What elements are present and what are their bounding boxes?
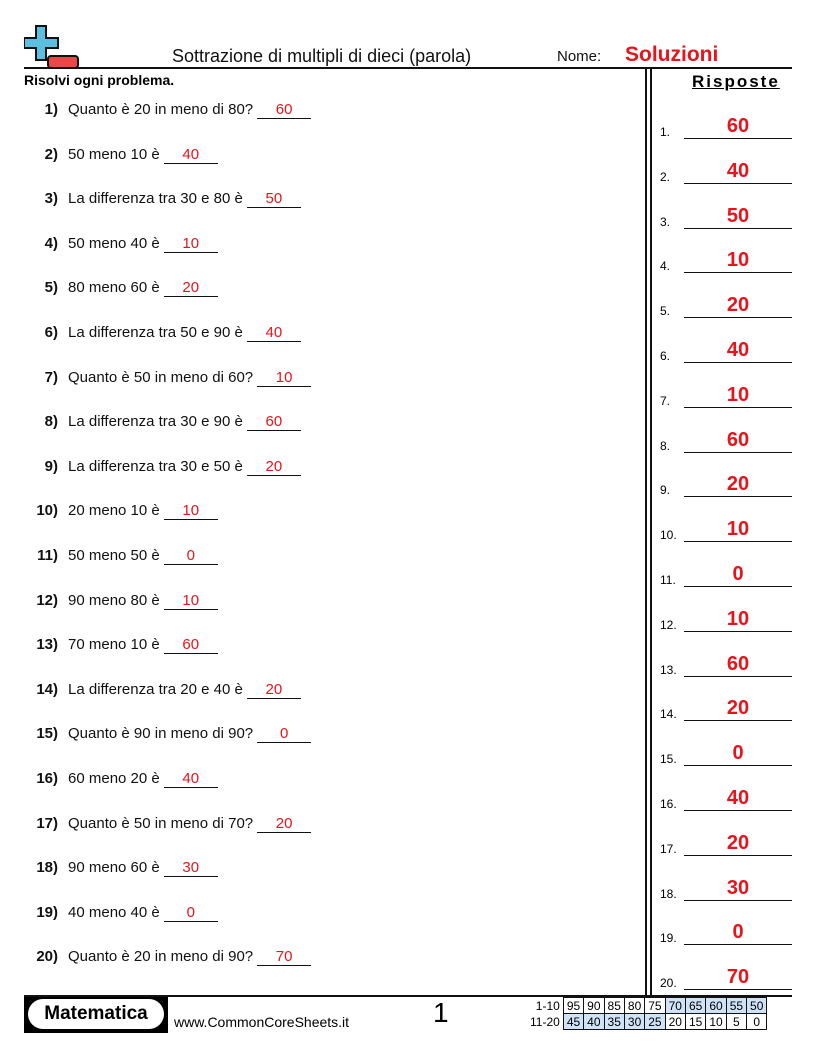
question-text: La differenza tra 50 e 90 è: [68, 324, 243, 341]
answer-blank[interactable]: 40: [164, 146, 218, 164]
question-item: [24, 146, 218, 164]
name-label: Nome:: [557, 48, 602, 65]
answer-key-item: [660, 739, 792, 766]
question-text: Quanto è 50 in meno di 70?: [68, 814, 254, 832]
question-number: 1): [44, 101, 58, 118]
score-cell: 0: [747, 1014, 767, 1030]
score-cell: 95: [563, 998, 583, 1014]
question-text: 60 meno 20 è: [68, 770, 160, 787]
question-item: [24, 324, 301, 342]
question-text: La differenza tra 30 e 50 è: [68, 457, 243, 475]
question-item: [24, 502, 218, 520]
answer-value: 30: [684, 877, 792, 901]
answer-blank[interactable]: 30: [164, 859, 218, 877]
answer-number: 17.: [660, 841, 677, 856]
answer-blank[interactable]: 20: [257, 815, 311, 833]
question-text: 90 meno 60 è: [68, 859, 160, 877]
answer-key-item: [660, 918, 792, 945]
answer-blank[interactable]: 40: [164, 770, 218, 788]
answer-key-item: [660, 381, 792, 408]
question-text: Quanto è 90 in meno di 90?: [68, 725, 254, 743]
score-cell: 75: [645, 998, 665, 1014]
question-text: La differenza tra 20 e 40 è: [68, 680, 243, 698]
answer-blank[interactable]: 60: [257, 101, 311, 119]
answer-value: 40: [684, 160, 792, 184]
answer-value: 10: [684, 249, 792, 273]
question-item: [24, 279, 218, 297]
answer-number: 10.: [660, 528, 677, 543]
question-item: [24, 101, 311, 119]
question-number: 7): [44, 368, 58, 386]
question-number: 20): [36, 948, 58, 966]
answer-key-item: [660, 202, 792, 229]
question-item: [24, 369, 311, 387]
question-text: Quanto è 20 in meno di 80?: [68, 101, 254, 118]
name-value: Soluzioni: [625, 43, 719, 66]
column-divider: [645, 69, 647, 996]
answer-number: 3.: [660, 214, 671, 229]
plus-minus-logo-icon: [24, 24, 80, 70]
question-text: 50 meno 50 è: [68, 547, 160, 564]
score-cell: 65: [685, 998, 705, 1014]
question-number: 11): [37, 547, 58, 564]
answer-number: 9.: [660, 483, 671, 498]
question-number: 4): [44, 234, 58, 252]
answer-blank[interactable]: 70: [257, 948, 311, 966]
question-item: [24, 190, 301, 208]
answer-key-item: [660, 605, 792, 632]
answer-value: 10: [684, 608, 792, 632]
answer-key-item: [660, 515, 792, 542]
answer-blank[interactable]: 60: [247, 413, 301, 431]
answer-number: 16.: [660, 797, 677, 811]
question-text: 80 meno 60 è: [68, 279, 160, 297]
score-row-label: 11-20: [530, 1014, 560, 1029]
answer-number: 19.: [660, 931, 677, 946]
question-item: [24, 636, 218, 654]
answer-value: 60: [684, 115, 792, 139]
answer-value: 50: [684, 205, 792, 229]
question-text: Quanto è 50 in meno di 60?: [68, 368, 254, 386]
question-text: 70 meno 10 è: [68, 636, 160, 654]
answer-blank[interactable]: 10: [257, 369, 311, 387]
score-cell: 85: [604, 998, 624, 1014]
question-number: 9): [44, 457, 58, 475]
question-number: 14): [36, 680, 58, 698]
score-cell: 10: [706, 1014, 726, 1030]
answer-blank[interactable]: 10: [164, 592, 218, 610]
answer-number: 20.: [660, 976, 677, 991]
answer-value: 40: [684, 787, 792, 811]
answer-key-item: [660, 336, 792, 363]
answer-key-item: [660, 829, 792, 856]
score-cell: 45: [563, 1014, 583, 1030]
answer-number: 15.: [660, 752, 677, 767]
question-number: 2): [44, 145, 58, 163]
score-cell: 55: [726, 998, 746, 1014]
page-number: 1: [433, 997, 449, 1028]
column-divider: [650, 69, 652, 996]
answer-blank[interactable]: 20: [247, 458, 301, 476]
question-item: [24, 859, 218, 877]
answer-key-item: [660, 784, 792, 811]
question-number: 5): [44, 279, 58, 297]
answer-key-item: [660, 650, 792, 677]
question-number: 6): [44, 324, 58, 341]
score-row: [527, 1014, 767, 1030]
answer-value: 0: [684, 563, 792, 587]
answer-value: 10: [684, 384, 792, 408]
answer-blank[interactable]: 50: [247, 190, 301, 208]
answer-value: 60: [684, 429, 792, 453]
answer-number: 12.: [660, 617, 677, 632]
question-number: 10): [36, 502, 58, 520]
answer-number: 14.: [660, 707, 677, 722]
brand-label: Matematica: [28, 999, 164, 1029]
answer-blank[interactable]: 0: [257, 725, 311, 743]
answer-number: 7.: [660, 393, 671, 408]
question-number: 16): [36, 770, 58, 787]
answer-value: 20: [684, 697, 792, 721]
question-item: [24, 681, 301, 699]
site-url: www.CommonCoreSheets.it: [174, 1014, 350, 1030]
answer-key-item: [660, 470, 792, 497]
answer-value: 10: [684, 518, 792, 542]
question-number: 17): [36, 814, 58, 832]
answer-number: 1.: [660, 125, 671, 139]
answer-blank[interactable]: 10: [164, 235, 218, 253]
score-cell: 70: [665, 998, 685, 1014]
question-number: 8): [44, 413, 58, 431]
score-cell: 50: [747, 998, 767, 1014]
answer-blank[interactable]: 20: [247, 681, 301, 699]
question-item: [24, 770, 218, 788]
answer-value: 60: [684, 653, 792, 677]
answer-blank[interactable]: 20: [164, 279, 218, 297]
answer-key-item: [660, 157, 792, 184]
answer-key-item: [660, 246, 792, 273]
answer-number: 4.: [660, 259, 671, 274]
answer-number: 8.: [660, 438, 671, 453]
question-number: 12): [36, 591, 58, 609]
question-number: 13): [36, 636, 58, 654]
question-text: 50 meno 10 è: [68, 145, 160, 163]
answer-key-item: [660, 291, 792, 318]
question-item: [24, 547, 218, 565]
score-cell: 25: [645, 1014, 665, 1030]
answer-blank[interactable]: 0: [164, 904, 218, 922]
answer-value: 20: [684, 294, 792, 318]
question-number: 19): [36, 903, 58, 921]
score-cell: 35: [604, 1014, 624, 1030]
question-text: 20 meno 10 è: [68, 502, 160, 520]
worksheet-title: Sottrazione di multipli di dieci (parola): [172, 46, 472, 66]
question-item: [24, 235, 218, 253]
score-table: [527, 997, 767, 1030]
answer-value: 40: [684, 339, 792, 363]
answer-key-item: [660, 560, 792, 587]
answer-blank[interactable]: 0: [164, 547, 218, 565]
score-cell: 40: [584, 1014, 604, 1030]
answer-number: 13.: [660, 662, 677, 677]
question-text: La differenza tra 30 e 80 è: [68, 190, 243, 208]
answer-key-item: [660, 874, 792, 901]
answer-number: 5.: [660, 304, 671, 319]
answer-key-item: [660, 694, 792, 721]
question-item: [24, 815, 311, 833]
score-cell: 60: [706, 998, 726, 1014]
question-text: 90 meno 80 è: [68, 591, 160, 609]
question-text: La differenza tra 30 e 90 è: [68, 413, 243, 431]
answer-blank[interactable]: 10: [164, 502, 218, 520]
score-row-label: 1-10: [535, 998, 560, 1013]
question-item: [24, 458, 301, 476]
answer-key-item: [660, 963, 792, 990]
answer-value: 70: [684, 966, 792, 990]
answer-number: 11.: [660, 573, 676, 587]
question-item: [24, 592, 218, 610]
answers-title: Risposte: [692, 72, 780, 91]
score-cell: 5: [726, 1014, 746, 1030]
answer-value: 0: [684, 742, 792, 766]
instructions: Risolvi ogni problema.: [24, 72, 175, 88]
answer-number: 2.: [660, 169, 671, 184]
score-cell: 20: [665, 1014, 685, 1030]
score-cell: 15: [685, 1014, 705, 1030]
answer-key-item: [660, 112, 792, 139]
answer-number: 18.: [660, 886, 677, 901]
answer-key-item: [660, 426, 792, 453]
answer-blank[interactable]: 40: [247, 324, 301, 342]
score-cell: 90: [584, 998, 604, 1014]
question-text: 40 meno 40 è: [68, 903, 160, 921]
question-number: 18): [36, 859, 58, 877]
question-item: [24, 948, 311, 966]
answer-number: 6.: [660, 349, 671, 363]
answer-value: 0: [684, 921, 792, 945]
score-cell: 30: [624, 1014, 644, 1030]
question-text: 50 meno 40 è: [68, 234, 160, 252]
answer-value: 20: [684, 832, 792, 856]
score-cell: 80: [624, 998, 644, 1014]
question-number: 15): [36, 725, 58, 743]
question-text: Quanto è 20 in meno di 90?: [68, 948, 254, 966]
header-divider: [24, 67, 792, 69]
question-number: 3): [44, 190, 58, 208]
question-item: [24, 725, 311, 743]
answer-blank[interactable]: 60: [164, 636, 218, 654]
score-row: [527, 998, 767, 1014]
question-item: [24, 413, 301, 431]
answer-value: 20: [684, 473, 792, 497]
question-item: [24, 904, 218, 922]
